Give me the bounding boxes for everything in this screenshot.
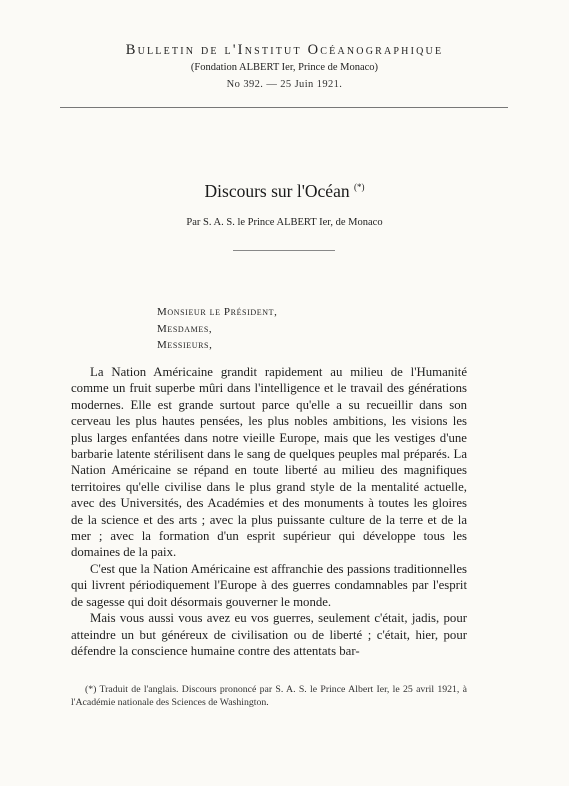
paragraph: C'est que la Nation Américaine est affranchie des passions traditionnelles qui livrent périodiquement l'Europe à des guerres condamnables par l'esprit de sagesse qui doit désormais gouverner le monde. (71, 561, 467, 609)
salutation-line: Monsieur le Président, (157, 306, 278, 318)
salutation (157, 304, 277, 354)
footnote: (*) Traduit de l'anglais. Discours prononcé par S. A. S. le Prince Albert Ier, le 25 avril 1921, à l'Académie nationale des Sciences de Washington. (71, 684, 467, 708)
issue-line: No 392. — 25 Juin 1921. (226, 79, 343, 90)
article-title (0, 181, 569, 202)
article-body (71, 364, 467, 659)
bulletin-title: Bulletin de l'Institut Océanographique (125, 42, 444, 58)
article-title-text: Discours sur l'Océan (204, 181, 350, 201)
salutation-line: Messieurs, (157, 339, 213, 351)
paragraph: La Nation Américaine grandit rapidement au milieu de l'Humanité comme un fruit superbe mûri dans l'intelligence et le travail des générations modernes. Elle est grande surtout parce qu'elle a su recueillir dans son cerveau les plus hautes pensées, les plus nobles ambitions, les visions les plus larges enfantées dans notre vieille Europe, mais que les vestiges d'une barbarie latente stérilisent dans le sang de quelques peuples mal préparés. La Nation Américaine se répand en toute liberté au milieu des magnifiques territoires qu'elle civilise dans le plus grand style de la mentalité actuelle, avec des Universités, des Académies et des monuments à toutes les gloires de la science et des arts ; avec la plus puissante culture de la terre et de la mer ; avec la formation d'un esprit supérieur qui développe tous les domaines de la paix. (71, 365, 467, 560)
header-divider (60, 107, 508, 108)
title-divider (233, 250, 335, 251)
article-byline: Par S. A. S. le Prince ALBERT Ier, de Monaco (186, 217, 383, 228)
foundation-line: (Fondation ALBERT Ier, Prince de Monaco) (190, 62, 379, 73)
paragraph: Mais vous aussi vous avez eu vos guerres, seulement c'était, jadis, pour atteindre un but généreux de civilisation ou de liberté ; c'était, hier, pour défendre la conscience humaine contre des attentats bar- (71, 611, 467, 658)
salutation-line: Mesdames, (157, 322, 213, 335)
title-footnote-mark: (*) (353, 182, 365, 192)
